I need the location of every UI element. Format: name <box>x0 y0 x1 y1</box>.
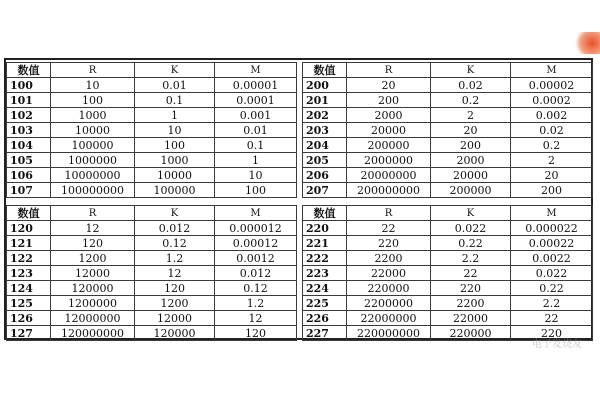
resistor-code-table <box>302 62 593 198</box>
code-cell: 201 <box>303 93 347 108</box>
header-r-label: R <box>51 63 135 78</box>
code-cell: 106 <box>7 168 51 183</box>
table-row <box>303 108 593 123</box>
table-row <box>303 93 593 108</box>
header-k-label: K <box>135 63 215 78</box>
code-cell: 120 <box>7 221 51 236</box>
table-row <box>7 183 297 198</box>
m-value-cell: 0.0001 <box>215 93 297 108</box>
table-row <box>303 153 593 168</box>
table-row <box>303 251 593 266</box>
k-value-cell: 200000 <box>431 183 511 198</box>
table-row <box>7 326 297 341</box>
r-value-cell: 22 <box>347 221 431 236</box>
r-value-cell: 12 <box>51 221 135 236</box>
k-value-cell: 22 <box>431 266 511 281</box>
r-value-cell: 12000000 <box>51 311 135 326</box>
m-value-cell: 220 <box>511 326 593 341</box>
table-row <box>7 123 297 138</box>
header-code-label: 数值 <box>7 63 51 78</box>
r-value-cell: 10000000 <box>51 168 135 183</box>
header-k-label: K <box>135 206 215 221</box>
m-value-cell: 0.000012 <box>215 221 297 236</box>
header-row <box>303 63 593 78</box>
code-cell: 122 <box>7 251 51 266</box>
r-value-cell: 220000 <box>347 281 431 296</box>
table-row <box>7 311 297 326</box>
code-cell: 225 <box>303 296 347 311</box>
code-cell: 126 <box>7 311 51 326</box>
m-value-cell: 0.002 <box>511 108 593 123</box>
k-value-cell: 2200 <box>431 296 511 311</box>
header-code-label: 数值 <box>303 63 347 78</box>
r-value-cell: 220000000 <box>347 326 431 341</box>
r-value-cell: 2200000 <box>347 296 431 311</box>
header-m-label: M <box>215 63 297 78</box>
code-cell: 104 <box>7 138 51 153</box>
header-k-label: K <box>431 63 511 78</box>
code-cell: 123 <box>7 266 51 281</box>
header-r-label: R <box>347 206 431 221</box>
code-cell: 124 <box>7 281 51 296</box>
k-value-cell: 10000 <box>135 168 215 183</box>
k-value-cell: 0.2 <box>431 93 511 108</box>
k-value-cell: 12000 <box>135 311 215 326</box>
r-value-cell: 12000 <box>51 266 135 281</box>
resistor-code-table <box>6 62 297 198</box>
code-cell: 103 <box>7 123 51 138</box>
table-row <box>7 138 297 153</box>
k-value-cell: 120000 <box>135 326 215 341</box>
resistor-code-table <box>302 205 593 341</box>
header-row <box>303 206 593 221</box>
table-row <box>303 311 593 326</box>
code-cell: 222 <box>303 251 347 266</box>
r-value-cell: 20 <box>347 78 431 93</box>
header-r-label: R <box>347 63 431 78</box>
header-k-label: K <box>431 206 511 221</box>
m-value-cell: 12 <box>215 311 297 326</box>
m-value-cell: 0.01 <box>215 123 297 138</box>
k-value-cell: 0.1 <box>135 93 215 108</box>
r-value-cell: 120 <box>51 236 135 251</box>
k-value-cell: 1.2 <box>135 251 215 266</box>
r-value-cell: 220 <box>347 236 431 251</box>
r-value-cell: 1000000 <box>51 153 135 168</box>
r-value-cell: 1200000 <box>51 296 135 311</box>
table-row <box>7 236 297 251</box>
code-cell: 102 <box>7 108 51 123</box>
r-value-cell: 2000 <box>347 108 431 123</box>
code-cell: 200 <box>303 78 347 93</box>
r-value-cell: 1000 <box>51 108 135 123</box>
m-value-cell: 0.02 <box>511 123 593 138</box>
r-value-cell: 20000000 <box>347 168 431 183</box>
code-cell: 224 <box>303 281 347 296</box>
table-row <box>303 78 593 93</box>
k-value-cell: 220000 <box>431 326 511 341</box>
table-row <box>303 281 593 296</box>
k-value-cell: 1000 <box>135 153 215 168</box>
k-value-cell: 1 <box>135 108 215 123</box>
table-row <box>7 153 297 168</box>
code-cell: 204 <box>303 138 347 153</box>
header-r-label: R <box>51 206 135 221</box>
k-value-cell: 220 <box>431 281 511 296</box>
table-row <box>7 168 297 183</box>
code-cell: 207 <box>303 183 347 198</box>
table-row <box>303 168 593 183</box>
table-row <box>303 221 593 236</box>
m-value-cell: 0.0002 <box>511 93 593 108</box>
k-value-cell: 22000 <box>431 311 511 326</box>
code-cell: 220 <box>303 221 347 236</box>
corner-accent-mark <box>574 32 600 54</box>
table-row <box>7 266 297 281</box>
k-value-cell: 100000 <box>135 183 215 198</box>
m-value-cell: 0.000022 <box>511 221 593 236</box>
code-cell: 223 <box>303 266 347 281</box>
m-value-cell: 1.2 <box>215 296 297 311</box>
m-value-cell: 0.1 <box>215 138 297 153</box>
header-code-label: 数值 <box>303 206 347 221</box>
r-value-cell: 200000000 <box>347 183 431 198</box>
code-cell: 226 <box>303 311 347 326</box>
m-value-cell: 200 <box>511 183 593 198</box>
m-value-cell: 0.0022 <box>511 251 593 266</box>
m-value-cell: 2 <box>511 153 593 168</box>
m-value-cell: 120 <box>215 326 297 341</box>
k-value-cell: 2000 <box>431 153 511 168</box>
k-value-cell: 0.012 <box>135 221 215 236</box>
k-value-cell: 2.2 <box>431 251 511 266</box>
r-value-cell: 200 <box>347 93 431 108</box>
watermark-text: 电子发烧友 <box>532 339 582 350</box>
k-value-cell: 0.02 <box>431 78 511 93</box>
code-cell: 101 <box>7 93 51 108</box>
code-cell: 121 <box>7 236 51 251</box>
table-row <box>303 266 593 281</box>
r-value-cell: 100000 <box>51 138 135 153</box>
k-value-cell: 120 <box>135 281 215 296</box>
table-row <box>7 93 297 108</box>
k-value-cell: 20000 <box>431 168 511 183</box>
r-value-cell: 10 <box>51 78 135 93</box>
table-row <box>303 296 593 311</box>
m-value-cell: 0.22 <box>511 281 593 296</box>
table-row <box>303 138 593 153</box>
r-value-cell: 1200 <box>51 251 135 266</box>
k-value-cell: 20 <box>431 123 511 138</box>
k-value-cell: 2 <box>431 108 511 123</box>
r-value-cell: 22000 <box>347 266 431 281</box>
table-row <box>303 123 593 138</box>
table-row <box>7 281 297 296</box>
code-cell: 203 <box>303 123 347 138</box>
table-row <box>7 108 297 123</box>
k-value-cell: 0.22 <box>431 236 511 251</box>
m-value-cell: 0.12 <box>215 281 297 296</box>
table-row <box>303 183 593 198</box>
code-cell: 100 <box>7 78 51 93</box>
table-row <box>303 236 593 251</box>
code-cell: 206 <box>303 168 347 183</box>
r-value-cell: 100 <box>51 93 135 108</box>
r-value-cell: 2200 <box>347 251 431 266</box>
code-cell: 227 <box>303 326 347 341</box>
m-value-cell: 2.2 <box>511 296 593 311</box>
k-value-cell: 10 <box>135 123 215 138</box>
header-m-label: M <box>511 206 593 221</box>
m-value-cell: 100 <box>215 183 297 198</box>
header-m-label: M <box>511 63 593 78</box>
r-value-cell: 100000000 <box>51 183 135 198</box>
code-cell: 127 <box>7 326 51 341</box>
header-m-label: M <box>215 206 297 221</box>
m-value-cell: 0.001 <box>215 108 297 123</box>
m-value-cell: 0.012 <box>215 266 297 281</box>
table-row <box>7 251 297 266</box>
k-value-cell: 0.01 <box>135 78 215 93</box>
m-value-cell: 0.2 <box>511 138 593 153</box>
code-cell: 221 <box>303 236 347 251</box>
r-value-cell: 120000000 <box>51 326 135 341</box>
code-cell: 205 <box>303 153 347 168</box>
code-cell: 107 <box>7 183 51 198</box>
k-value-cell: 1200 <box>135 296 215 311</box>
header-code-label: 数值 <box>7 206 51 221</box>
r-value-cell: 200000 <box>347 138 431 153</box>
m-value-cell: 20 <box>511 168 593 183</box>
r-value-cell: 20000 <box>347 123 431 138</box>
m-value-cell: 1 <box>215 153 297 168</box>
r-value-cell: 22000000 <box>347 311 431 326</box>
header-row <box>7 206 297 221</box>
k-value-cell: 0.12 <box>135 236 215 251</box>
m-value-cell: 0.022 <box>511 266 593 281</box>
k-value-cell: 200 <box>431 138 511 153</box>
r-value-cell: 120000 <box>51 281 135 296</box>
table-row <box>7 221 297 236</box>
code-cell: 202 <box>303 108 347 123</box>
header-row <box>7 63 297 78</box>
m-value-cell: 0.00022 <box>511 236 593 251</box>
r-value-cell: 2000000 <box>347 153 431 168</box>
code-cell: 125 <box>7 296 51 311</box>
k-value-cell: 0.022 <box>431 221 511 236</box>
m-value-cell: 0.00002 <box>511 78 593 93</box>
m-value-cell: 10 <box>215 168 297 183</box>
k-value-cell: 100 <box>135 138 215 153</box>
table-row <box>7 296 297 311</box>
k-value-cell: 12 <box>135 266 215 281</box>
r-value-cell: 10000 <box>51 123 135 138</box>
code-cell: 105 <box>7 153 51 168</box>
table-row <box>7 78 297 93</box>
m-value-cell: 0.0012 <box>215 251 297 266</box>
m-value-cell: 0.00012 <box>215 236 297 251</box>
m-value-cell: 22 <box>511 311 593 326</box>
m-value-cell: 0.00001 <box>215 78 297 93</box>
resistor-code-table <box>6 205 297 341</box>
